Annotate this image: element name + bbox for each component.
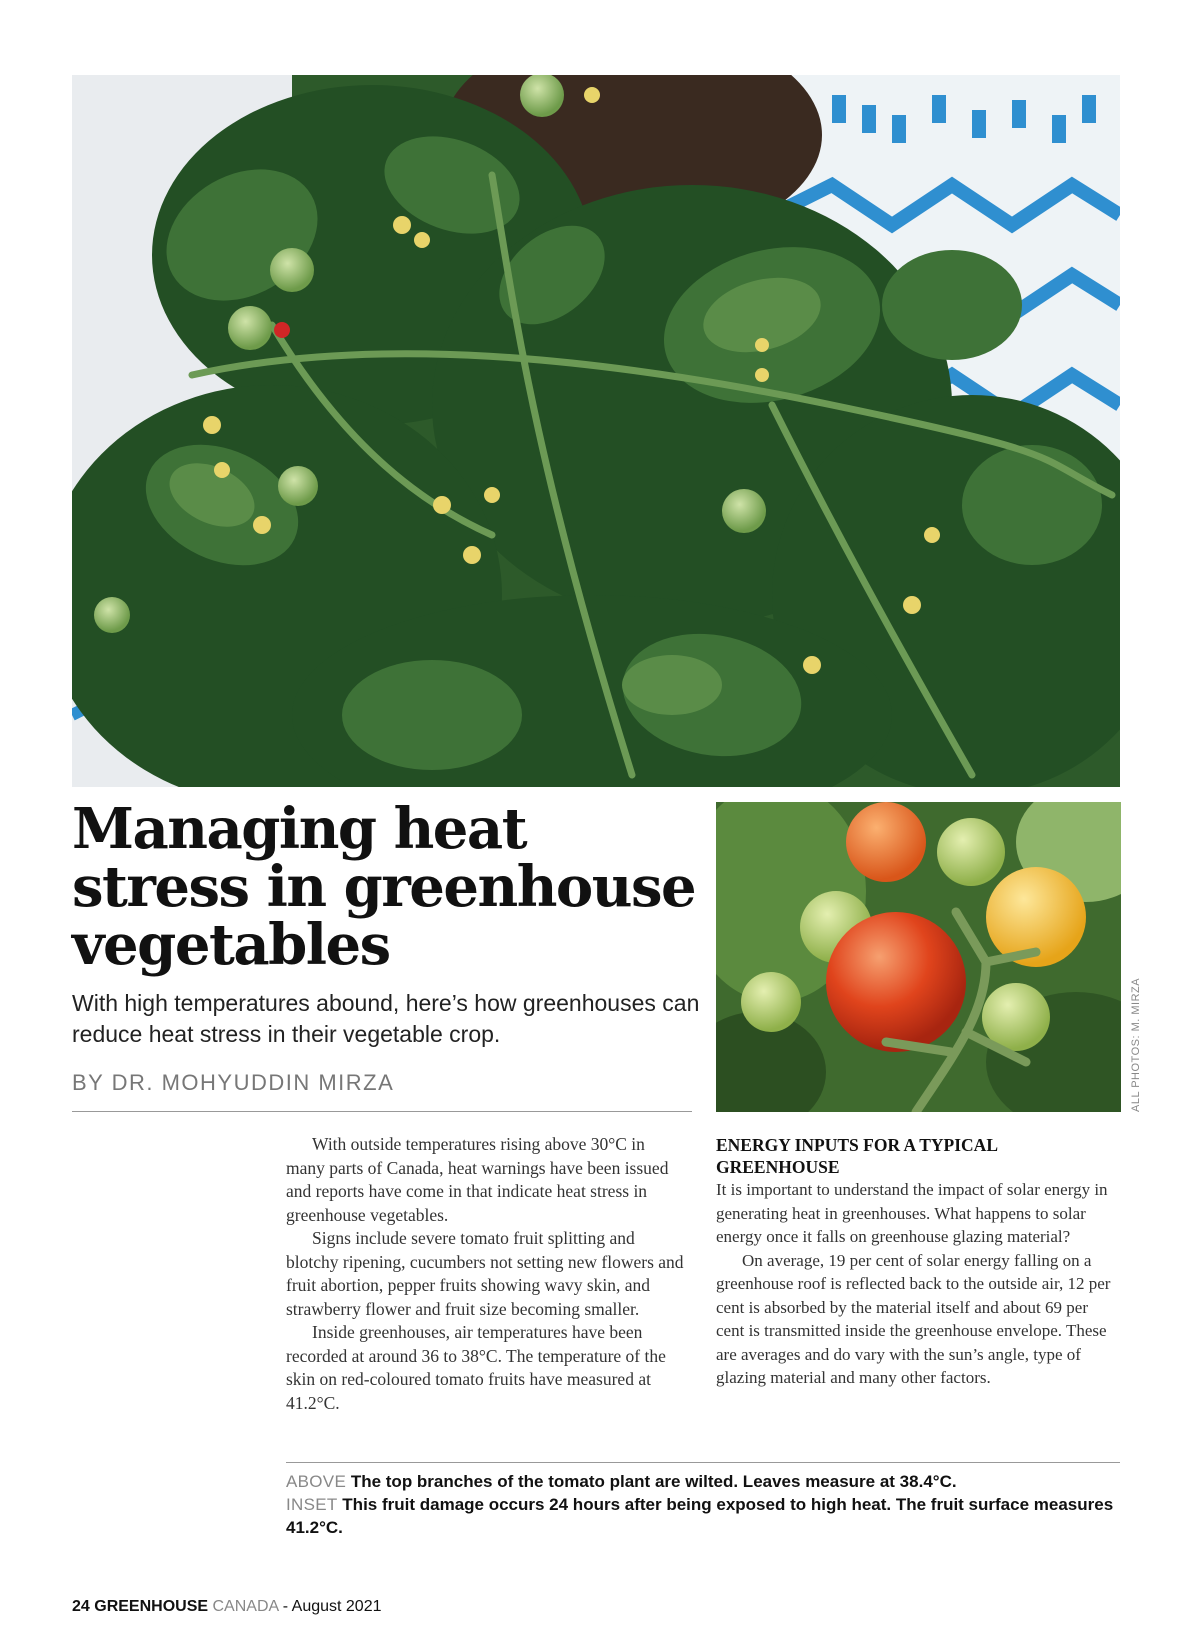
caption-tag: INSET <box>286 1495 338 1514</box>
sidebar-column <box>716 1134 1120 1390</box>
body-paragraph: With outside temperatures rising above 30°C in many parts of Canada, heat warnings have been issued and reports have come in that indicate heat stress in greenhouse vegetables. <box>286 1134 669 1225</box>
issue-date: - August 2021 <box>282 1598 382 1615</box>
body-paragraph: Signs include severe tomato fruit splitting and blotchy ripening, cucumbers not setting new flowers and fruit abortion, pepper fruits showing wavy skin, and strawberry flower and fruit size becoming smaller. <box>286 1228 684 1319</box>
article-title: Managing heat stress in greenhouse vegetables <box>72 796 696 978</box>
sidebar-paragraph: On average, 19 per cent of solar energy falling on a greenhouse roof is reflected back to the outside air, 12 per cent is absorbed by the material itself and about 69 per cent is transmitted inside the greenhouse envelope. These are averages and do vary with the sun’s angle, type of glazing material and many other factors. <box>716 1250 1111 1387</box>
photo-credit: ALL PHOTOS: M. MIRZA <box>1130 977 1142 1112</box>
sidebar-heading: ENERGY INPUTS FOR A TYPICAL GREENHOUSE <box>716 1135 998 1177</box>
byline-divider <box>72 1111 692 1112</box>
page-footer <box>72 1598 382 1616</box>
page-number: 24 <box>72 1598 90 1615</box>
caption-text: This fruit damage occurs 24 hours after being exposed to high heat. The fruit surface measures 41.2°C. <box>286 1495 1114 1537</box>
publication-name: GREENHOUSE <box>94 1598 209 1615</box>
sidebar-paragraph: It is important to understand the impact of solar energy in generating heat in greenhouses. What happens to solar energy once it falls on greenhouse glazing material? <box>716 1180 1108 1246</box>
inset-photo <box>716 802 1121 1112</box>
byline: BY DR. MOHYUDDIN MIRZA <box>72 1070 395 1095</box>
article-subtitle: With high temperatures abound, here’s how greenhouses can reduce heat stress in their vegetable crop. <box>72 990 700 1047</box>
caption-text: The top branches of the tomato plant are wilted. Leaves measure at 38.4°C. <box>350 1472 957 1491</box>
body-paragraph: Inside greenhouses, air temperatures have been recorded at around 36 to 38°C. The temperature of the skin on red-coloured tomato fruits have measured at 41.2°C. <box>286 1322 666 1413</box>
publication-name-light: CANADA <box>212 1598 279 1615</box>
photo-captions <box>286 1470 1120 1539</box>
body-column <box>286 1133 686 1415</box>
caption-above <box>286 1470 1120 1493</box>
caption-inset <box>286 1493 1120 1539</box>
caption-tag: ABOVE <box>286 1472 347 1491</box>
caption-divider <box>286 1462 1120 1463</box>
hero-photo <box>72 75 1120 787</box>
